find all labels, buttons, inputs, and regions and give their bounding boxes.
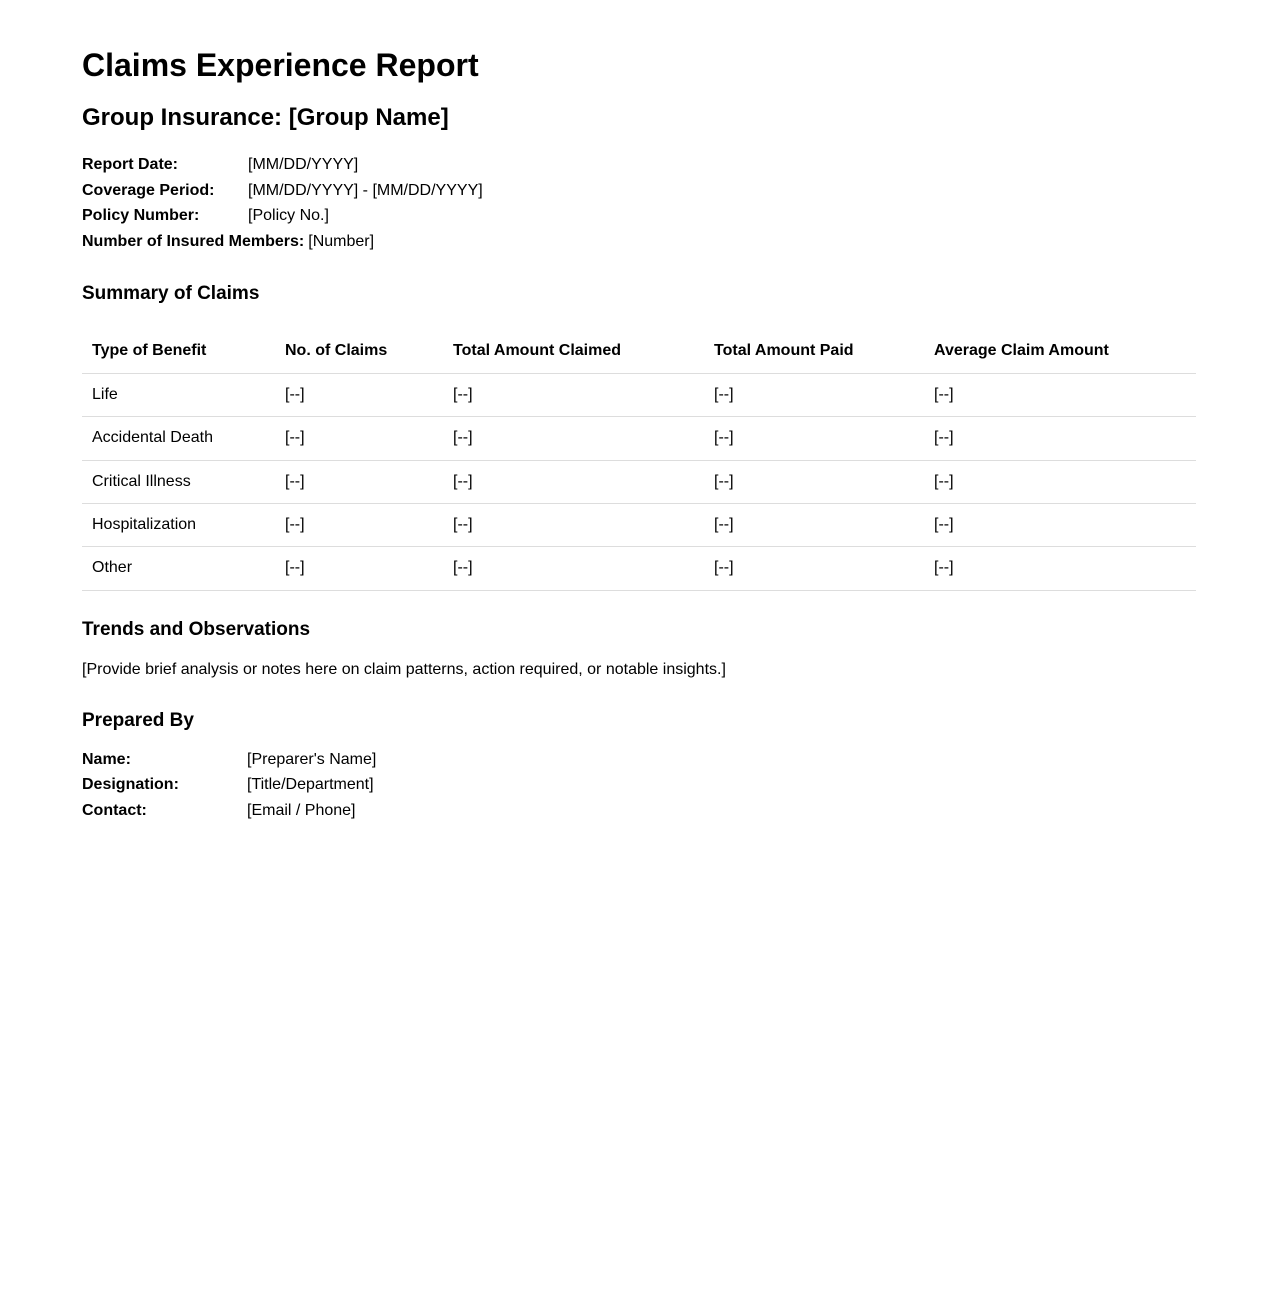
- meta-row-policy-number: [82, 203, 1196, 229]
- meta-row-coverage-period: [82, 178, 1196, 204]
- amount-claimed-cell: [--]: [443, 547, 704, 590]
- claims-summary-table: [82, 330, 1196, 590]
- table-row-critical-illness: [82, 460, 1196, 503]
- average-claim-cell: [--]: [924, 417, 1196, 460]
- designation-label: Designation:: [82, 776, 179, 794]
- amount-claimed-cell: [--]: [443, 460, 704, 503]
- claims-count-cell: [--]: [275, 373, 443, 416]
- coverage-period-label: Coverage Period:: [82, 181, 215, 199]
- preparer-name-label: Name:: [82, 750, 131, 768]
- preparer-name-value: [Preparer's Name]: [247, 750, 377, 768]
- amount-claimed-cell: [--]: [443, 373, 704, 416]
- report-date-value: [MM/DD/YYYY]: [248, 156, 359, 174]
- claims-count-cell: [--]: [275, 547, 443, 590]
- prepared-by-meta: [82, 747, 1196, 824]
- table-row-accidental-death: [82, 417, 1196, 460]
- table-row-hospitalization: [82, 503, 1196, 546]
- amount-paid-cell: [--]: [704, 547, 924, 590]
- insured-members-value: [Number]: [308, 232, 375, 250]
- trends-note: [Provide brief analysis or notes here on claim patterns, action required, or notable insights.]: [82, 660, 726, 678]
- benefit-cell: Critical Illness: [82, 460, 275, 503]
- report-meta: [82, 152, 1196, 254]
- coverage-period-value: [MM/DD/YYYY] - [MM/DD/YYYY]: [248, 181, 483, 199]
- column-header-total-amount-paid: Total Amount Paid: [704, 330, 924, 373]
- amount-paid-cell: [--]: [704, 460, 924, 503]
- summary-of-claims-heading: Summary of Claims: [82, 282, 260, 304]
- benefit-cell: Hospitalization: [82, 503, 275, 546]
- policy-number-label: Policy Number:: [82, 207, 200, 225]
- column-header-total-amount-claimed: Total Amount Claimed: [443, 330, 704, 373]
- amount-paid-cell: [--]: [704, 503, 924, 546]
- page-title: Claims Experience Report: [82, 47, 479, 83]
- table-row-life: [82, 373, 1196, 416]
- average-claim-cell: [--]: [924, 547, 1196, 590]
- benefit-cell: Accidental Death: [82, 417, 275, 460]
- average-claim-cell: [--]: [924, 503, 1196, 546]
- trends-and-observations-heading: Trends and Observations: [82, 618, 311, 640]
- average-claim-cell: [--]: [924, 460, 1196, 503]
- report-subtitle: Group Insurance: [Group Name]: [82, 104, 449, 132]
- meta-row-designation: [82, 772, 1196, 798]
- table-row-other: [82, 547, 1196, 590]
- column-header-type-of-benefit: Type of Benefit: [82, 330, 275, 373]
- meta-row-preparer-name: [82, 747, 1196, 773]
- amount-claimed-cell: [--]: [443, 417, 704, 460]
- claims-count-cell: [--]: [275, 417, 443, 460]
- average-claim-cell: [--]: [924, 373, 1196, 416]
- contact-value: [Email / Phone]: [247, 802, 356, 820]
- amount-paid-cell: [--]: [704, 417, 924, 460]
- report-date-label: Report Date:: [82, 156, 179, 174]
- claims-count-cell: [--]: [275, 460, 443, 503]
- insured-members-label: Number of Insured Members:: [82, 232, 305, 250]
- designation-value: [Title/Department]: [247, 776, 374, 794]
- meta-row-report-date: [82, 152, 1196, 178]
- benefit-cell: Life: [82, 373, 275, 416]
- benefit-cell: Other: [82, 547, 275, 590]
- column-header-average-claim-amount: Average Claim Amount: [924, 330, 1196, 373]
- prepared-by-heading: Prepared By: [82, 710, 194, 732]
- amount-claimed-cell: [--]: [443, 503, 704, 546]
- table-header-row: [82, 330, 1196, 373]
- meta-row-contact: [82, 798, 1196, 824]
- policy-number-value: [Policy No.]: [248, 207, 329, 225]
- contact-label: Contact:: [82, 802, 147, 820]
- column-header-no-of-claims: No. of Claims: [275, 330, 443, 373]
- meta-row-insured-members: [82, 229, 1196, 255]
- amount-paid-cell: [--]: [704, 373, 924, 416]
- claims-count-cell: [--]: [275, 503, 443, 546]
